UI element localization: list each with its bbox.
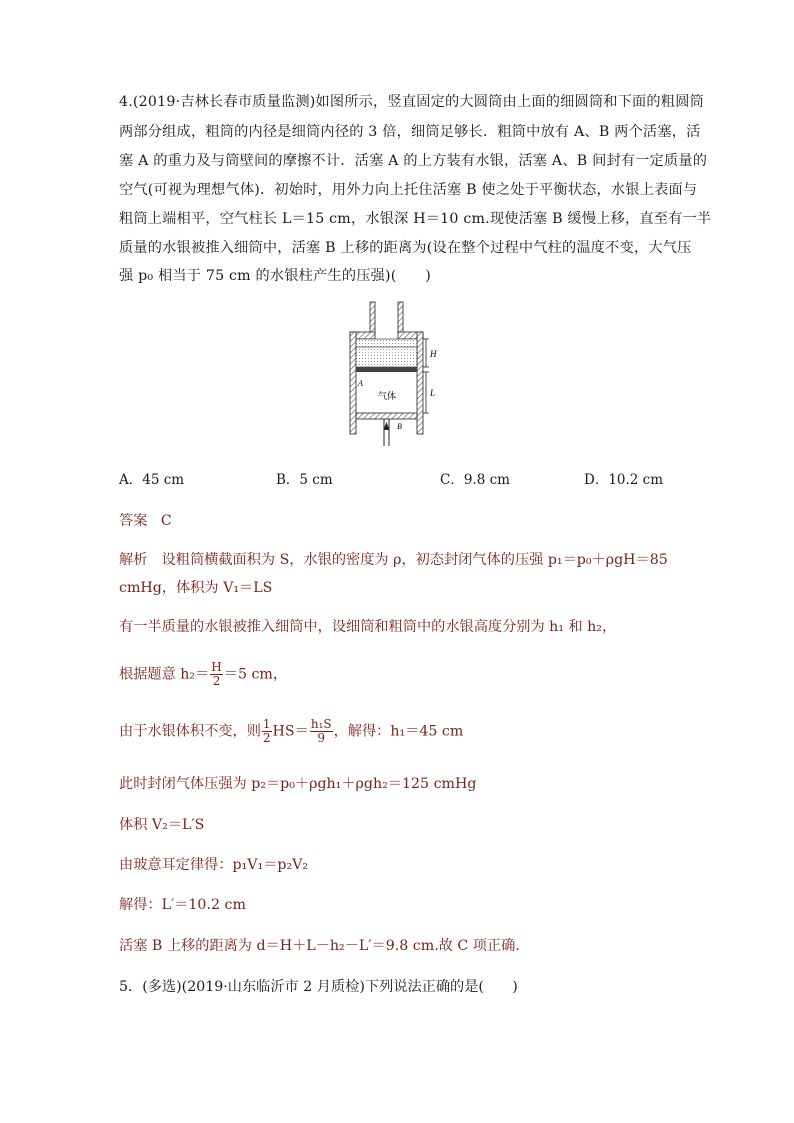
mercury bbox=[356, 339, 417, 367]
solution-line-4 bbox=[119, 661, 287, 688]
question-5-stem: 5．(多选)(2019·山东临沂市 2 月质检)下列说法正确的是( ) bbox=[119, 979, 518, 995]
fraction-denominator: 9 bbox=[317, 731, 326, 745]
thin-tube-right-wall bbox=[398, 302, 403, 334]
option-c[interactable]: C．9.8 cm bbox=[440, 472, 510, 488]
question-4-line-4: 空气(可视为理想气体)．初始时，用外力向上托住活塞 B 使之处于平衡状态，水银上表面与 bbox=[119, 182, 698, 198]
solution-line-4-suffix: ＝5 cm， bbox=[223, 666, 288, 683]
piston-a bbox=[356, 367, 417, 372]
thin-tube-left-wall bbox=[370, 302, 375, 334]
solution-line-6: 此时封闭气体压强为 p₂＝p₀＋ρgh₁＋ρgh₂＝125 cmHg bbox=[119, 776, 477, 792]
solution-line-10: 活塞 B 上移的距离为 d＝H＋L－h₂－L′＝9.8 cm.故 C 项正确． bbox=[119, 938, 530, 954]
question-4-line-2: 两部分组成，粗筒的内径是细筒内径的 3 倍，细筒足够长．粗筒中放有 A、B 两个活塞，活 bbox=[119, 124, 701, 140]
question-4-line-1: 4.(2019·吉林长春市质量监测)如图所示，竖直固定的大圆筒由上面的细圆筒和下面的粗圆筒 bbox=[119, 94, 704, 110]
label-a: A bbox=[358, 379, 363, 388]
piston-b bbox=[356, 413, 417, 419]
option-b[interactable]: B．5 cm bbox=[276, 472, 333, 488]
solution-line-7: 体积 V₂＝L′S bbox=[119, 817, 205, 833]
solution-line-8: 由玻意耳定律得：p₁V₁＝p₂V₂ bbox=[119, 857, 309, 873]
label-h: H bbox=[430, 349, 437, 359]
label-gas: 气体 bbox=[378, 392, 397, 402]
question-4-line-5: 粗筒上端相平，空气柱长 L＝15 cm，水银深 H＝10 cm.现使活塞 B 缓慢上移，直至有一半 bbox=[119, 211, 712, 227]
cylinder-figure bbox=[346, 300, 446, 450]
solution-line-5-suffix: ，解得：h₁＝45 cm bbox=[333, 723, 464, 740]
solution-line-3: 有一半质量的水银被推入细筒中，设细筒和粗筒中的水银高度分别为 h₁ 和 h₂， bbox=[119, 619, 617, 635]
question-4-line-7: 强 p₀ 相当于 75 cm 的水银柱产生的压强)( ) bbox=[119, 268, 431, 284]
fraction-numerator: 1 bbox=[262, 717, 271, 731]
option-d[interactable]: D．10.2 cm bbox=[584, 472, 664, 488]
fraction-numerator: h₁S bbox=[310, 717, 332, 731]
fraction-denominator: 2 bbox=[262, 731, 271, 745]
solution-line-5 bbox=[119, 718, 463, 745]
solution-line-1: 解析 设粗筒横截面积为 S，水银的密度为 ρ，初态封闭气体的压强 p₁＝p₀＋ρgH＝85 bbox=[119, 552, 668, 568]
fraction-h-over-2 bbox=[210, 661, 222, 688]
fraction-one-half bbox=[262, 718, 272, 745]
label-l: L bbox=[430, 388, 436, 398]
thick-tube-right-wall bbox=[417, 332, 423, 434]
answer-label: 答案 bbox=[119, 513, 148, 529]
fraction-h1s-over-9 bbox=[310, 718, 333, 745]
fraction-denominator: 2 bbox=[212, 674, 221, 688]
solution-line-4-prefix: 根据题意 h₂＝ bbox=[119, 666, 210, 683]
solution-line-9: 解得：L′＝10.2 cm bbox=[119, 897, 246, 913]
question-4-line-3: 塞 A 的重力及与筒壁间的摩擦不计．活塞 A 的上方装有水银，活塞 A、B 间封有一定质量的 bbox=[119, 153, 708, 169]
option-a[interactable]: A．45 cm bbox=[119, 472, 185, 488]
thick-tube-left-wall bbox=[350, 332, 356, 434]
solution-line-5-mid: HS＝ bbox=[272, 723, 309, 740]
answer-line bbox=[119, 510, 172, 530]
question-4-line-6: 质量的水银被推入细筒中，活塞 B 上移的距离为(设在整个过程中气柱的温度不变，大气压 bbox=[119, 240, 692, 256]
fraction-numerator: H bbox=[211, 660, 222, 674]
answer-value: C bbox=[160, 513, 172, 529]
label-b: B bbox=[397, 422, 402, 431]
solution-line-2: cmHg，体积为 V₁＝LS bbox=[119, 580, 273, 596]
solution-line-5-prefix: 由于水银体积不变，则 bbox=[119, 723, 261, 740]
